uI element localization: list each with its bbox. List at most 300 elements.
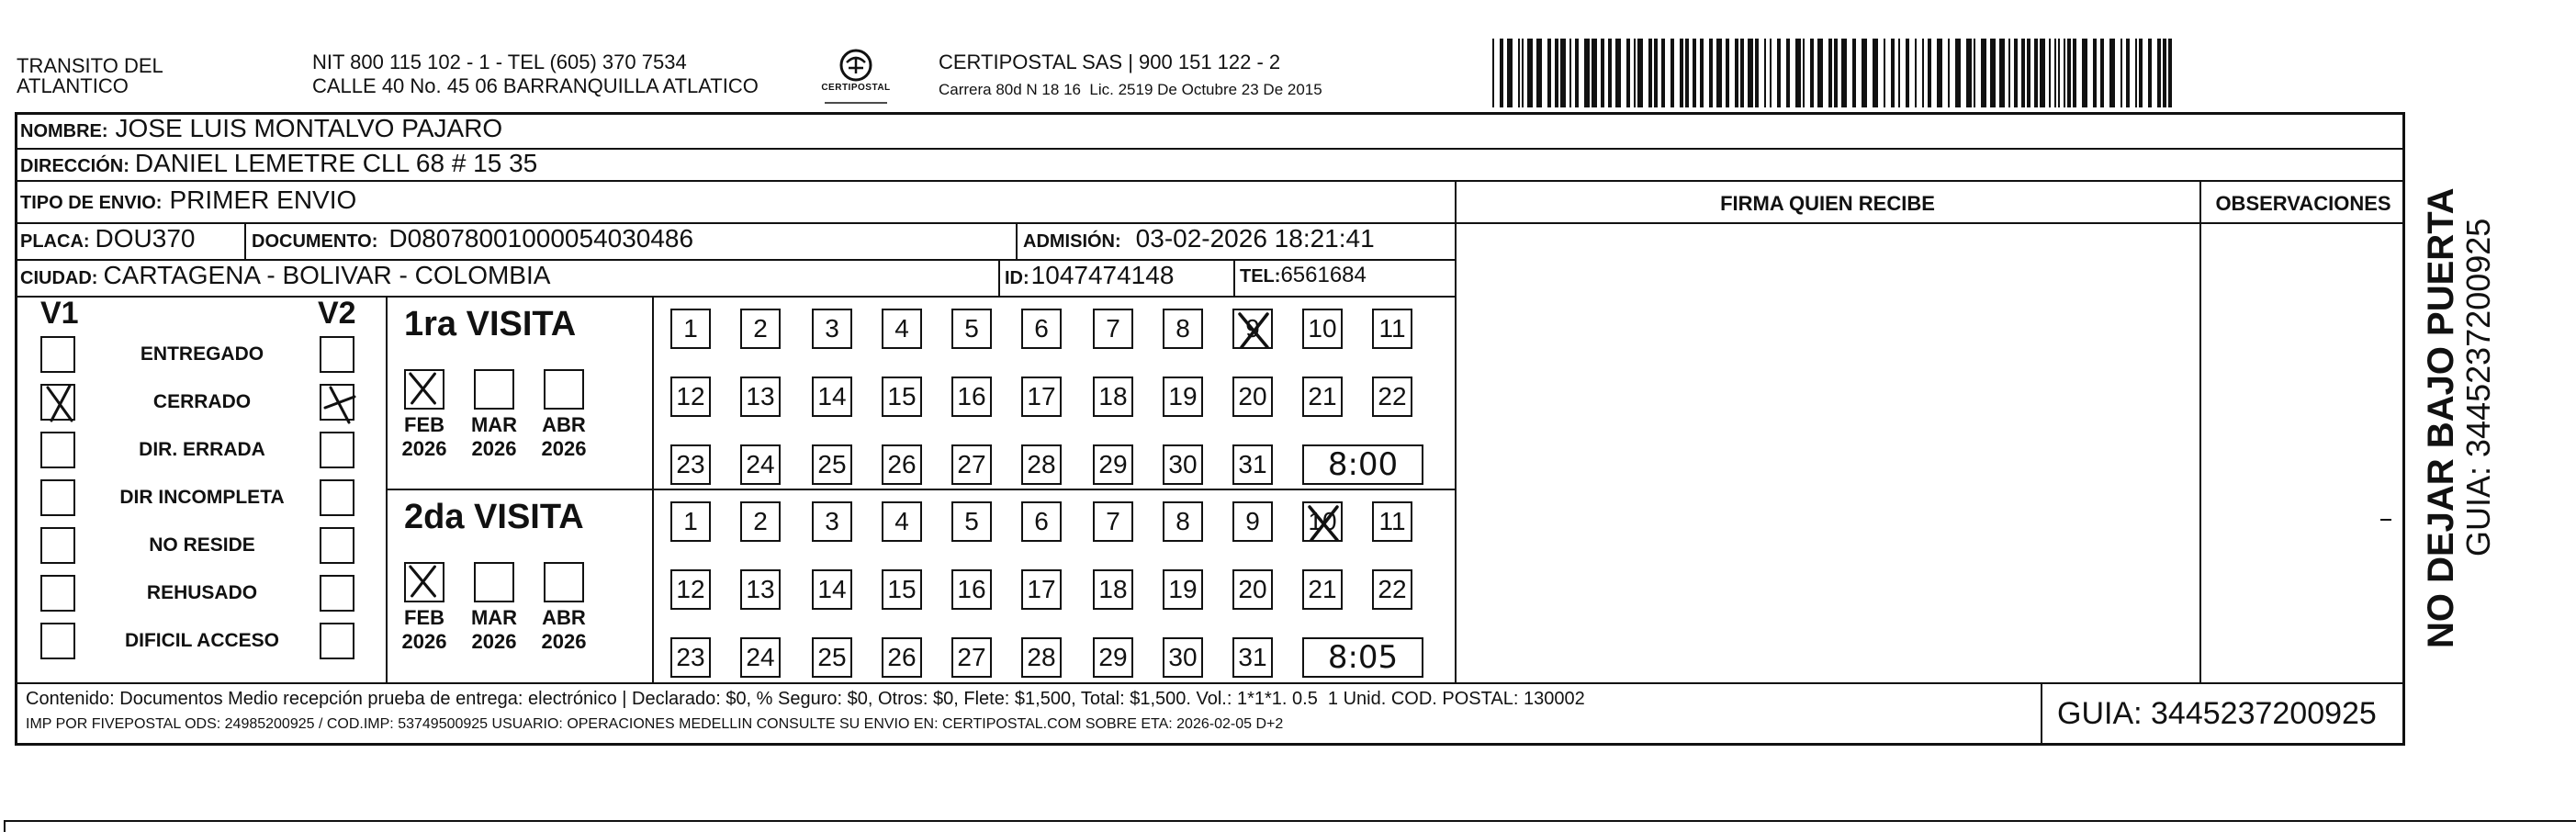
recipient-name: JOSE LUIS MONTALVO PAJARO xyxy=(115,114,503,142)
day-number: 17 xyxy=(1027,382,1056,410)
day-box[interactable] xyxy=(1372,569,1412,610)
day-box[interactable] xyxy=(1163,501,1203,542)
plate-label: PLACA: xyxy=(20,231,90,252)
day-box[interactable] xyxy=(1163,444,1203,485)
name-label: NOMBRE: xyxy=(20,121,108,141)
barcode-bar xyxy=(2064,39,2065,107)
month-label: ABR xyxy=(542,606,586,629)
visit-title: 2da VISITA xyxy=(404,498,584,536)
day-box[interactable] xyxy=(1232,377,1273,417)
day-number: 28 xyxy=(1027,643,1056,671)
month-label: FEB xyxy=(404,606,444,629)
day-number: 19 xyxy=(1168,575,1198,603)
sender-name-line1: TRANSITO DEL xyxy=(17,54,163,77)
barcode-bar xyxy=(1948,39,1950,107)
month-checkbox[interactable] xyxy=(544,369,584,410)
year-label: 2026 xyxy=(401,437,447,460)
day-box[interactable] xyxy=(812,309,852,349)
day-box[interactable] xyxy=(1093,309,1133,349)
barcode-bar xyxy=(1575,39,1579,107)
id-label: ID: xyxy=(1005,268,1029,288)
day-box[interactable] xyxy=(951,377,992,417)
day-box[interactable] xyxy=(951,309,992,349)
barcode-bar xyxy=(1507,39,1513,107)
month-label: MAR xyxy=(470,606,518,629)
day-number: 18 xyxy=(1098,575,1128,603)
day-number: 14 xyxy=(817,382,847,410)
city-row xyxy=(20,263,550,291)
day-box[interactable] xyxy=(1093,637,1133,678)
recipient-address: DANIEL LEMETRE CLL 68 # 15 35 xyxy=(134,149,538,177)
barcode-bar xyxy=(1601,39,1604,107)
visit-time[interactable]: 8:00 xyxy=(1302,444,1423,485)
v1-checkbox[interactable] xyxy=(40,432,75,468)
barcode-bar xyxy=(2126,39,2130,107)
day-box[interactable] xyxy=(1021,501,1062,542)
barcode-bar xyxy=(1873,39,1878,107)
barcode-bar xyxy=(2049,39,2051,107)
day-box[interactable] xyxy=(1093,569,1133,610)
day-box[interactable] xyxy=(740,501,781,542)
month-checkbox[interactable] xyxy=(404,562,444,602)
day-box[interactable] xyxy=(1163,569,1203,610)
day-box[interactable] xyxy=(812,444,852,485)
day-box[interactable] xyxy=(1163,309,1203,349)
barcode-bar xyxy=(1584,39,1590,107)
contents-line: Contenido: Documentos Medio recepción prueba de entrega: electrónico | Declarado: $0, % Seguro: $0, Otros: $0, Flete: $1,500, Total: $1,500. Vol.: 1*1*1. 0.5 1 Unid. COD. POSTAL: 130002 xyxy=(26,689,1585,709)
day-box[interactable] xyxy=(951,569,992,610)
barcode-bar xyxy=(1555,39,1558,107)
address-label: DIRECCIÓN: xyxy=(20,156,129,176)
courier-name: CERTIPOSTAL SAS | 900 151 122 - 2 xyxy=(939,51,1281,73)
barcode-bar xyxy=(2120,39,2122,107)
day-box[interactable] xyxy=(1302,501,1343,542)
barcode-bar xyxy=(1777,39,1781,107)
id-row xyxy=(1005,263,1174,291)
day-number: 3 xyxy=(825,507,839,535)
barcode xyxy=(1492,39,2177,107)
day-number: 25 xyxy=(817,643,847,671)
status-label: ENTREGADO xyxy=(140,343,264,365)
month-checkbox[interactable] xyxy=(404,369,444,410)
day-number: 21 xyxy=(1308,382,1337,410)
barcode-bar xyxy=(1990,39,1996,107)
month-checkbox[interactable] xyxy=(474,562,514,602)
barcode-bar xyxy=(1937,39,1942,107)
day-number: 23 xyxy=(676,643,705,671)
day-number: 16 xyxy=(957,382,986,410)
v2-checkbox[interactable] xyxy=(320,623,354,659)
barcode-bar xyxy=(1906,39,1909,107)
status-label: CERRADO xyxy=(152,391,252,412)
barcode-bar xyxy=(1884,39,1885,107)
day-number: 30 xyxy=(1168,450,1198,478)
day-box[interactable] xyxy=(812,377,852,417)
barcode-bar xyxy=(1648,39,1652,107)
day-box[interactable] xyxy=(1093,444,1133,485)
day-number: 10 xyxy=(1308,314,1337,343)
barcode-bar xyxy=(1740,39,1744,107)
barcode-bar xyxy=(2163,39,2166,107)
day-number: 2 xyxy=(753,314,768,343)
day-number: 12 xyxy=(676,575,705,603)
day-box[interactable] xyxy=(740,377,781,417)
barcode-bar xyxy=(1716,39,1722,107)
year-label: 2026 xyxy=(541,437,587,460)
signature-header: FIRMA QUIEN RECIBE xyxy=(1720,192,1935,215)
day-box[interactable] xyxy=(1232,637,1273,678)
barcode-bar xyxy=(2008,39,2010,107)
barcode-bar xyxy=(1522,39,1524,107)
day-box[interactable] xyxy=(1093,377,1133,417)
day-box[interactable] xyxy=(1163,377,1203,417)
logo-text: CERTIPOSTAL xyxy=(821,83,891,93)
day-number: 12 xyxy=(676,382,705,410)
day-number: 31 xyxy=(1238,643,1267,671)
v2-header: V2 xyxy=(318,296,356,331)
send-type-row xyxy=(20,187,356,216)
barcode-bar xyxy=(1726,39,1729,107)
day-box[interactable] xyxy=(1163,637,1203,678)
day-box[interactable] xyxy=(1302,377,1343,417)
day-box[interactable] xyxy=(1232,309,1273,349)
city-value: CARTAGENA - BOLIVAR - COLOMBIA xyxy=(103,261,551,289)
barcode-bar xyxy=(1841,39,1847,107)
tel-row xyxy=(1240,263,1367,289)
year-label: 2026 xyxy=(471,437,517,460)
barcode-bar xyxy=(1999,39,2005,107)
v2-checkbox[interactable] xyxy=(320,479,354,516)
day-number: 16 xyxy=(957,575,986,603)
barcode-bar xyxy=(1817,39,1823,107)
barcode-bar xyxy=(1955,39,1961,107)
day-box[interactable] xyxy=(670,569,711,610)
day-box[interactable] xyxy=(1232,569,1273,610)
day-box[interactable] xyxy=(670,444,711,485)
day-box[interactable] xyxy=(882,501,922,542)
barcode-bar xyxy=(2157,39,2161,107)
barcode-bar xyxy=(1492,39,1494,107)
document-label: DOCUMENTO: xyxy=(252,231,378,252)
day-number: 3 xyxy=(825,314,839,343)
day-box[interactable] xyxy=(670,637,711,678)
day-number: 11 xyxy=(1378,507,1406,535)
city-label: CIUDAD: xyxy=(20,268,98,288)
barcode-bar xyxy=(2034,39,2038,107)
barcode-bar xyxy=(1764,39,1766,107)
barcode-bar xyxy=(1770,39,1772,107)
day-number: 14 xyxy=(817,575,847,603)
day-number: 27 xyxy=(957,450,986,478)
month-label: ABR xyxy=(542,413,586,436)
day-number: 20 xyxy=(1238,575,1267,603)
day-number: 6 xyxy=(1034,507,1049,535)
day-number: 27 xyxy=(957,643,986,671)
barcode-bar xyxy=(1500,39,1503,107)
day-number: 13 xyxy=(746,382,775,410)
barcode-bar xyxy=(2021,39,2025,107)
barcode-bar xyxy=(2067,39,2071,107)
day-number: 10 xyxy=(1308,507,1337,535)
barcode-bar xyxy=(1862,39,1867,107)
barcode-bar xyxy=(2109,39,2115,107)
barcode-bar xyxy=(1700,39,1704,107)
day-number: 28 xyxy=(1027,450,1056,478)
send-type-value: PRIMER ENVIO xyxy=(169,186,357,214)
barcode-bar xyxy=(1560,39,1566,107)
barcode-bar xyxy=(1693,39,1696,107)
day-box[interactable] xyxy=(1021,444,1062,485)
barcode-bar xyxy=(1755,39,1759,107)
barcode-bar xyxy=(1898,39,1900,107)
day-number: 5 xyxy=(964,314,979,343)
barcode-bar xyxy=(1661,39,1665,107)
barcode-bar xyxy=(1527,39,1533,107)
v2-checkbox[interactable] xyxy=(320,432,354,468)
barcode-bar xyxy=(1922,39,1924,107)
status-label: REHUSADO xyxy=(146,582,258,603)
plate-row xyxy=(20,226,195,254)
day-box[interactable] xyxy=(882,377,922,417)
day-box[interactable] xyxy=(1372,309,1412,349)
day-number: 9 xyxy=(1245,314,1260,343)
day-box[interactable] xyxy=(1302,309,1343,349)
barcode-bar xyxy=(1928,39,1931,107)
barcode-bar xyxy=(1795,39,1801,107)
day-number: 25 xyxy=(817,450,847,478)
day-number: 17 xyxy=(1027,575,1056,603)
day-box[interactable] xyxy=(812,569,852,610)
barcode-bar xyxy=(2139,39,2143,107)
day-box[interactable] xyxy=(1093,501,1133,542)
v2-checkbox[interactable] xyxy=(320,527,354,564)
tel-label: TEL: xyxy=(1240,266,1281,287)
barcode-bar xyxy=(2168,39,2172,107)
v2-checkbox[interactable] xyxy=(320,336,354,373)
v1-checkbox[interactable] xyxy=(40,384,75,421)
day-box[interactable] xyxy=(1232,501,1273,542)
recipient-name-row xyxy=(20,116,502,144)
barcode-bar xyxy=(2027,39,2030,107)
barcode-bar xyxy=(1803,39,1805,107)
day-box[interactable] xyxy=(882,444,922,485)
admission-row xyxy=(1023,226,1375,254)
barcode-bar xyxy=(1654,39,1658,107)
barcode-bar xyxy=(1966,39,1972,107)
certipostal-logo xyxy=(817,48,894,108)
plate-value: DOU370 xyxy=(95,224,196,253)
barcode-bar xyxy=(1981,39,1986,107)
barcode-bar xyxy=(1634,39,1636,107)
admission-value: 03-02-2026 18:21:41 xyxy=(1135,224,1375,253)
day-number: 23 xyxy=(676,450,705,478)
day-number: 7 xyxy=(1106,314,1120,343)
day-box[interactable] xyxy=(1021,637,1062,678)
barcode-bar xyxy=(2040,39,2045,107)
barcode-bar xyxy=(1518,39,1520,107)
day-box[interactable] xyxy=(1232,444,1273,485)
guia-number: GUIA: 3445237200925 xyxy=(2057,696,2377,731)
day-box[interactable] xyxy=(670,501,711,542)
barcode-bar xyxy=(1828,39,1832,107)
day-box[interactable] xyxy=(951,444,992,485)
barcode-bar xyxy=(2073,39,2076,107)
day-number: 8 xyxy=(1176,314,1190,343)
visit-time[interactable]: 8:05 xyxy=(1302,637,1423,678)
day-box[interactable] xyxy=(740,569,781,610)
day-box[interactable] xyxy=(951,501,992,542)
barcode-bar xyxy=(1685,39,1689,107)
barcode-bar xyxy=(1735,39,1738,107)
day-number: 2 xyxy=(753,507,768,535)
v1-checkbox[interactable] xyxy=(40,527,75,564)
barcode-bar xyxy=(1608,39,1612,107)
barcode-bar xyxy=(1680,39,1683,107)
v1-header: V1 xyxy=(40,296,79,331)
barcode-bar xyxy=(2135,39,2137,107)
barcode-bar xyxy=(1748,39,1753,107)
barcode-bar xyxy=(1974,39,1975,107)
send-type-label: TIPO DE ENVIO: xyxy=(20,193,163,213)
day-box[interactable] xyxy=(951,637,992,678)
day-box[interactable] xyxy=(670,377,711,417)
barcode-bar xyxy=(1786,39,1790,107)
barcode-bar xyxy=(1810,39,1814,107)
day-number: 31 xyxy=(1238,450,1267,478)
day-number: 22 xyxy=(1378,382,1407,410)
imp-line: IMP POR FIVEPOSTAL ODS: 24985200925 / COD.IMP: 53749500925 USUARIO: OPERACIONES MEDELLIN CONSULTE SU ENVIO EN: CERTIPOSTAL.COM SOBRE ETA: 2026-02-05 D+2 xyxy=(26,716,1284,732)
day-box[interactable] xyxy=(1021,377,1062,417)
barcode-bar xyxy=(1547,39,1551,107)
sender-address: CALLE 40 No. 45 06 BARRANQUILLA ATLATICO xyxy=(312,74,759,97)
day-box[interactable] xyxy=(812,637,852,678)
courier-address: Carrera 80d N 18 16 Lic. 2519 De Octubre 23 De 2015 xyxy=(939,81,1322,98)
barcode-bar xyxy=(2100,39,2104,107)
day-box[interactable] xyxy=(882,569,922,610)
day-box[interactable] xyxy=(812,501,852,542)
barcode-bar xyxy=(1891,39,1895,107)
tel-value: 6561684 xyxy=(1280,263,1367,287)
month-checkbox[interactable] xyxy=(474,369,514,410)
month-checkbox[interactable] xyxy=(544,562,584,602)
id-value: 1047474148 xyxy=(1030,261,1175,289)
v1-checkbox[interactable] xyxy=(40,336,75,373)
status-label: NO RESIDE xyxy=(149,534,255,556)
barcode-bar xyxy=(1852,39,1856,107)
admission-label: ADMISIÓN: xyxy=(1023,231,1121,252)
day-number: 8 xyxy=(1176,507,1190,535)
day-number: 20 xyxy=(1238,382,1267,410)
status-label: DIFICIL ACCESO xyxy=(124,630,279,651)
barcode-bar xyxy=(1915,39,1917,107)
day-box[interactable] xyxy=(1021,309,1062,349)
day-number: 11 xyxy=(1378,314,1406,343)
sender-nit: NIT 800 115 102 - 1 - TEL (605) 370 7534 xyxy=(312,51,687,73)
barcode-bar xyxy=(1670,39,1674,107)
day-box[interactable] xyxy=(740,637,781,678)
status-label: DIR INCOMPLETA xyxy=(119,487,285,508)
day-number: 29 xyxy=(1098,450,1128,478)
year-label: 2026 xyxy=(471,630,517,653)
document-row xyxy=(252,226,693,254)
day-box[interactable] xyxy=(882,637,922,678)
day-number: 1 xyxy=(683,314,698,343)
month-label: MAR xyxy=(470,413,518,436)
day-box[interactable] xyxy=(1372,501,1412,542)
day-number: 1 xyxy=(683,507,698,535)
day-number: 5 xyxy=(964,507,979,535)
v2-checkbox[interactable] xyxy=(320,384,354,421)
day-box[interactable] xyxy=(882,309,922,349)
barcode-bar xyxy=(1709,39,1713,107)
day-box[interactable] xyxy=(740,309,781,349)
day-number: 15 xyxy=(887,575,917,603)
barcode-bar xyxy=(1626,39,1630,107)
day-number: 18 xyxy=(1098,382,1128,410)
month-label: FEB xyxy=(404,413,444,436)
day-number: 30 xyxy=(1168,643,1198,671)
side-warning: NO DEJAR BAJO PUERTA xyxy=(2421,187,2461,648)
barcode-bar xyxy=(2082,39,2087,107)
day-number: 9 xyxy=(1245,507,1260,535)
v1-checkbox[interactable] xyxy=(40,575,75,612)
v2-checkbox[interactable] xyxy=(320,575,354,612)
year-label: 2026 xyxy=(541,630,587,653)
day-box[interactable] xyxy=(740,444,781,485)
year-label: 2026 xyxy=(401,630,447,653)
day-number: 15 xyxy=(887,382,917,410)
day-number: 22 xyxy=(1378,575,1407,603)
status-label: DIR. ERRADA xyxy=(139,439,265,460)
barcode-bar xyxy=(2054,39,2056,107)
day-number: 4 xyxy=(894,507,909,535)
day-box[interactable] xyxy=(1021,569,1062,610)
barcode-bar xyxy=(2014,39,2018,107)
observations-header: OBSERVACIONES xyxy=(2215,192,2391,215)
side-guia: GUIA: 3445237200925 xyxy=(2459,218,2497,557)
day-box[interactable] xyxy=(670,309,711,349)
day-box[interactable] xyxy=(1372,377,1412,417)
barcode-bar xyxy=(1637,39,1643,107)
day-number: 26 xyxy=(887,643,917,671)
day-number: 13 xyxy=(746,575,775,603)
barcode-bar xyxy=(1615,39,1621,107)
v1-checkbox[interactable] xyxy=(40,479,75,516)
day-number: 4 xyxy=(894,314,909,343)
day-number: 19 xyxy=(1168,382,1198,410)
day-number: 6 xyxy=(1034,314,1049,343)
day-number: 7 xyxy=(1106,507,1120,535)
barcode-bar xyxy=(2058,39,2060,107)
day-number: 26 xyxy=(887,450,917,478)
day-box[interactable] xyxy=(1302,569,1343,610)
recipient-address-row xyxy=(20,151,537,179)
barcode-bar xyxy=(1592,39,1597,107)
barcode-bar xyxy=(1569,39,1571,107)
sender-name-line2: ATLANTICO xyxy=(17,74,129,97)
day-number: 24 xyxy=(746,450,775,478)
barcode-bar xyxy=(2148,39,2152,107)
day-number: 24 xyxy=(746,643,775,671)
v1-checkbox[interactable] xyxy=(40,623,75,659)
visit-title: 1ra VISITA xyxy=(404,305,577,343)
day-number: 21 xyxy=(1308,575,1337,603)
barcode-bar xyxy=(1536,39,1542,107)
barcode-bar xyxy=(2093,39,2097,107)
barcode-bar xyxy=(1834,39,1838,107)
day-number: 29 xyxy=(1098,643,1128,671)
document-value: D08078001000054030486 xyxy=(388,224,694,253)
